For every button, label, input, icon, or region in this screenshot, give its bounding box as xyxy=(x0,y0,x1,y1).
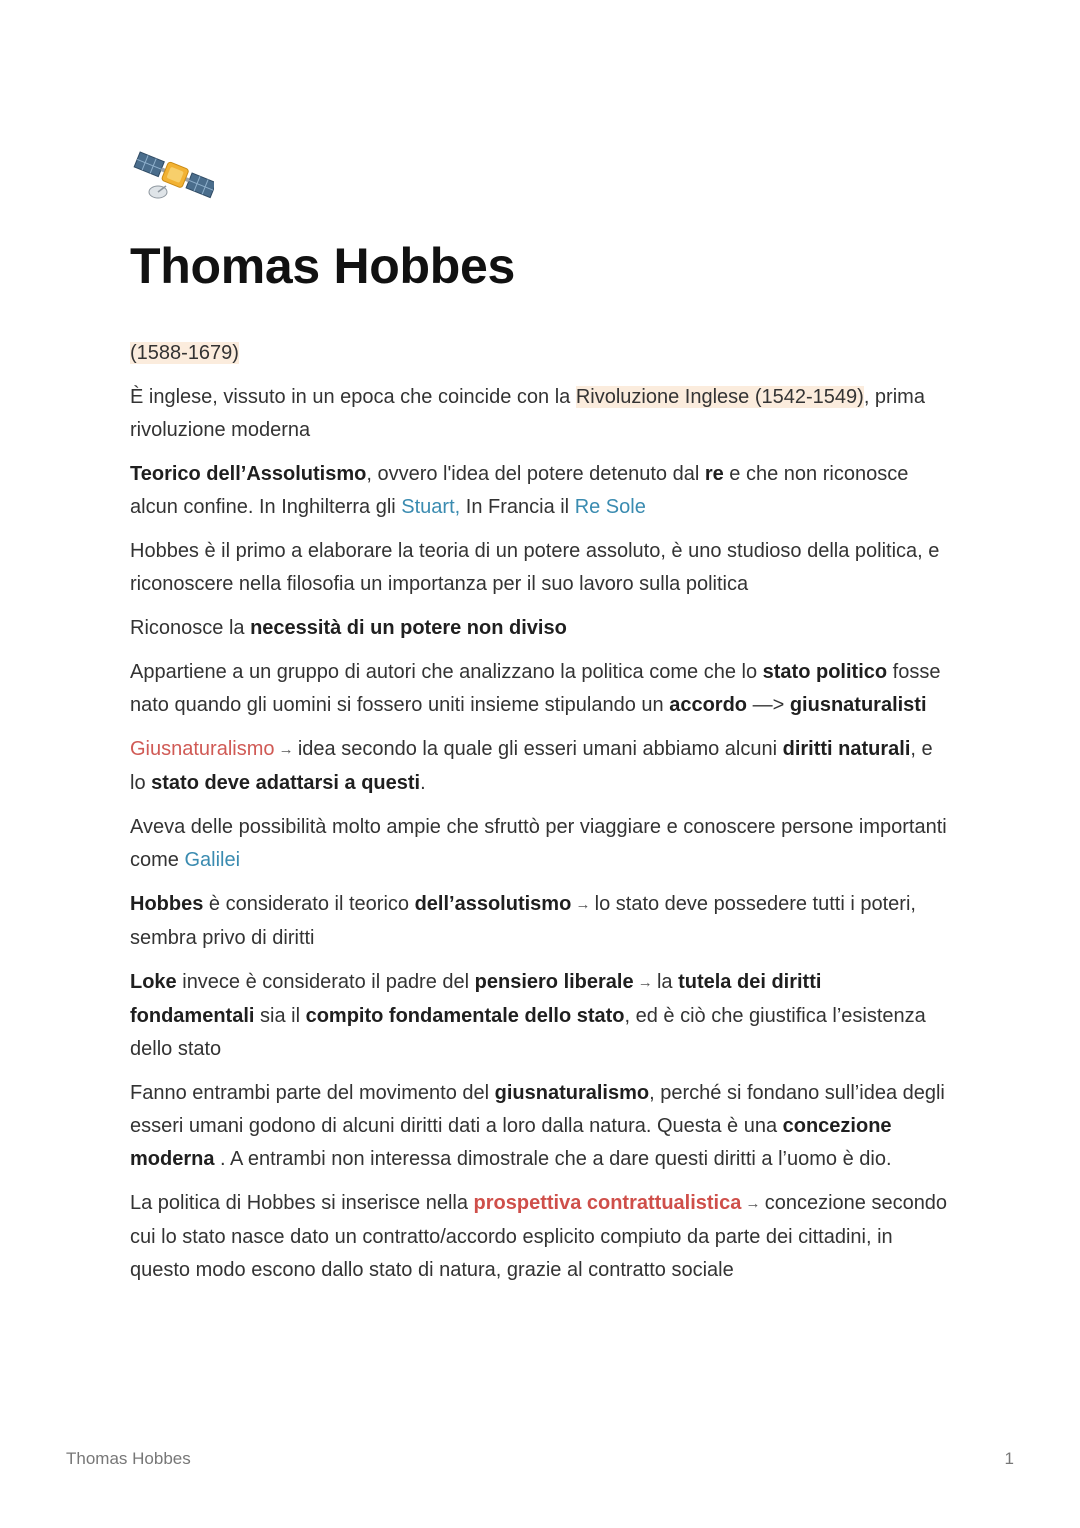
bold-text: pensiero liberale xyxy=(474,971,634,993)
text-span: concezione secondo cui lo stato nasce dato un contratto/accordo esplicito compiuto da parte dei cittadini, in questo modo escono dallo stato di natura, grazie al contratto sociale xyxy=(130,1192,948,1281)
text-span: . A entrambi non interessa dimostrale che a dare questi diritti a l’uomo è dio. xyxy=(214,1148,892,1170)
paragraph-hobbes-absolutism xyxy=(130,888,950,955)
text-span: sia il xyxy=(254,1005,306,1027)
text-span: è considerato il teorico xyxy=(203,893,415,915)
arrow-right-icon: → xyxy=(741,1195,765,1212)
arrow-right-icon: → xyxy=(633,974,657,991)
text-span: fosse nato quando gli uomini si fossero uniti insieme stipulando un xyxy=(130,661,941,716)
text-span: la xyxy=(228,617,251,639)
bold-text: diritti naturali xyxy=(782,738,911,760)
dates-highlight: (1588-1679) xyxy=(130,342,239,364)
contrattualistica-term: prospettiva contrattualistica xyxy=(473,1192,742,1214)
bold-text: re xyxy=(704,463,724,485)
stuart-link[interactable]: Stuart, xyxy=(401,496,461,518)
text-span: Appartiene a un gruppo di autori che analizzano la politica come che lo xyxy=(130,661,763,683)
paragraph-travel xyxy=(130,811,950,877)
text-span: È inglese, vissuto in un epoca che coincide con la xyxy=(130,386,576,408)
text-span: . xyxy=(420,772,426,794)
galilei-link[interactable]: Galilei xyxy=(184,849,241,871)
text-span: , prima rivoluzione moderna xyxy=(130,386,925,441)
bold-text: tutela dei diritti fondamentali xyxy=(130,971,822,1027)
text-span: , e lo xyxy=(130,738,933,794)
paragraph-both xyxy=(130,1077,950,1176)
paragraph-contractualism xyxy=(130,1187,950,1287)
paragraph-origin xyxy=(130,381,950,447)
text-span: , ed è ciò che giustifica l’esistenza dello stato xyxy=(130,1005,926,1060)
paragraph-absolutism xyxy=(130,458,950,524)
bold-text: stato deve adattarsi a questi xyxy=(151,772,421,794)
page-title: Thomas Hobbes xyxy=(130,238,516,294)
paragraph-loke xyxy=(130,966,950,1066)
paragraph-authors xyxy=(130,656,950,722)
bold-text: dell’assolutismo xyxy=(414,893,572,915)
bold-text: Teorico dell’Assolutismo xyxy=(130,463,367,485)
satellite-icon xyxy=(130,150,214,210)
footer-title: Thomas Hobbes xyxy=(66,1449,191,1468)
bold-text: necessità di un potere non diviso xyxy=(250,617,567,639)
re-sole-link[interactable]: Re Sole xyxy=(574,496,646,518)
text-span: lo stato deve possedere tutti i poteri, sembra privo di diritti xyxy=(130,893,916,949)
revolution-highlight: Rivoluzione Inglese (1542-1549) xyxy=(575,386,864,408)
paragraph-theory xyxy=(130,535,950,601)
text-span: La politica di Hobbes si inserisce nella xyxy=(130,1192,474,1214)
bold-text: Loke xyxy=(130,971,177,993)
text-span: e che non riconosce alcun confine. In Inghilterra gli xyxy=(130,463,909,518)
bold-text: concezione moderna xyxy=(130,1115,892,1170)
text-span: —> xyxy=(747,694,790,716)
bold-text: giusnaturalismo xyxy=(494,1082,650,1104)
paragraph-giusnaturalismo xyxy=(130,733,950,800)
giusnaturalismo-term: Giusnaturalismo xyxy=(130,738,275,760)
bold-text: compito fondamentale dello stato xyxy=(305,1005,625,1027)
page-content xyxy=(130,337,950,1298)
paragraph-dates xyxy=(130,337,950,370)
text-span: idea secondo la quale gli esseri umani abbiamo alcuni xyxy=(297,738,783,760)
text-span: In Francia il xyxy=(460,496,575,518)
text-span: Riconosce xyxy=(130,617,229,639)
text-span: Aveva delle possibilità molto ampie che sfruttò per viaggiare e conoscere persone importanti come xyxy=(130,816,947,871)
bold-text: accordo xyxy=(669,694,748,716)
paragraph-undivided-power xyxy=(130,612,950,645)
arrow-right-icon: → xyxy=(571,896,595,913)
text-span: , perché si fondano sull’idea degli esseri umani godono di alcuni diritti dati a loro dalla natura. Questa è una xyxy=(130,1082,945,1137)
bold-text: giusnaturalisti xyxy=(789,694,927,716)
text-span: la xyxy=(656,971,679,993)
text-span: Fanno entrambi parte del movimento del xyxy=(130,1082,495,1104)
text-span: , ovvero l'idea del potere detenuto dal xyxy=(366,463,705,485)
arrow-right-icon: → xyxy=(274,741,298,758)
bold-text: Hobbes xyxy=(130,893,204,915)
page-number: 1 xyxy=(1004,1449,1014,1468)
text-span: invece è considerato il padre del xyxy=(176,971,475,993)
text-span: Hobbes è il primo a elaborare la teoria di un potere assoluto, è uno studioso della politica, e riconoscere nella filosofia un importanza per il suo lavoro sulla politica xyxy=(130,540,940,595)
bold-text: stato politico xyxy=(762,661,888,683)
